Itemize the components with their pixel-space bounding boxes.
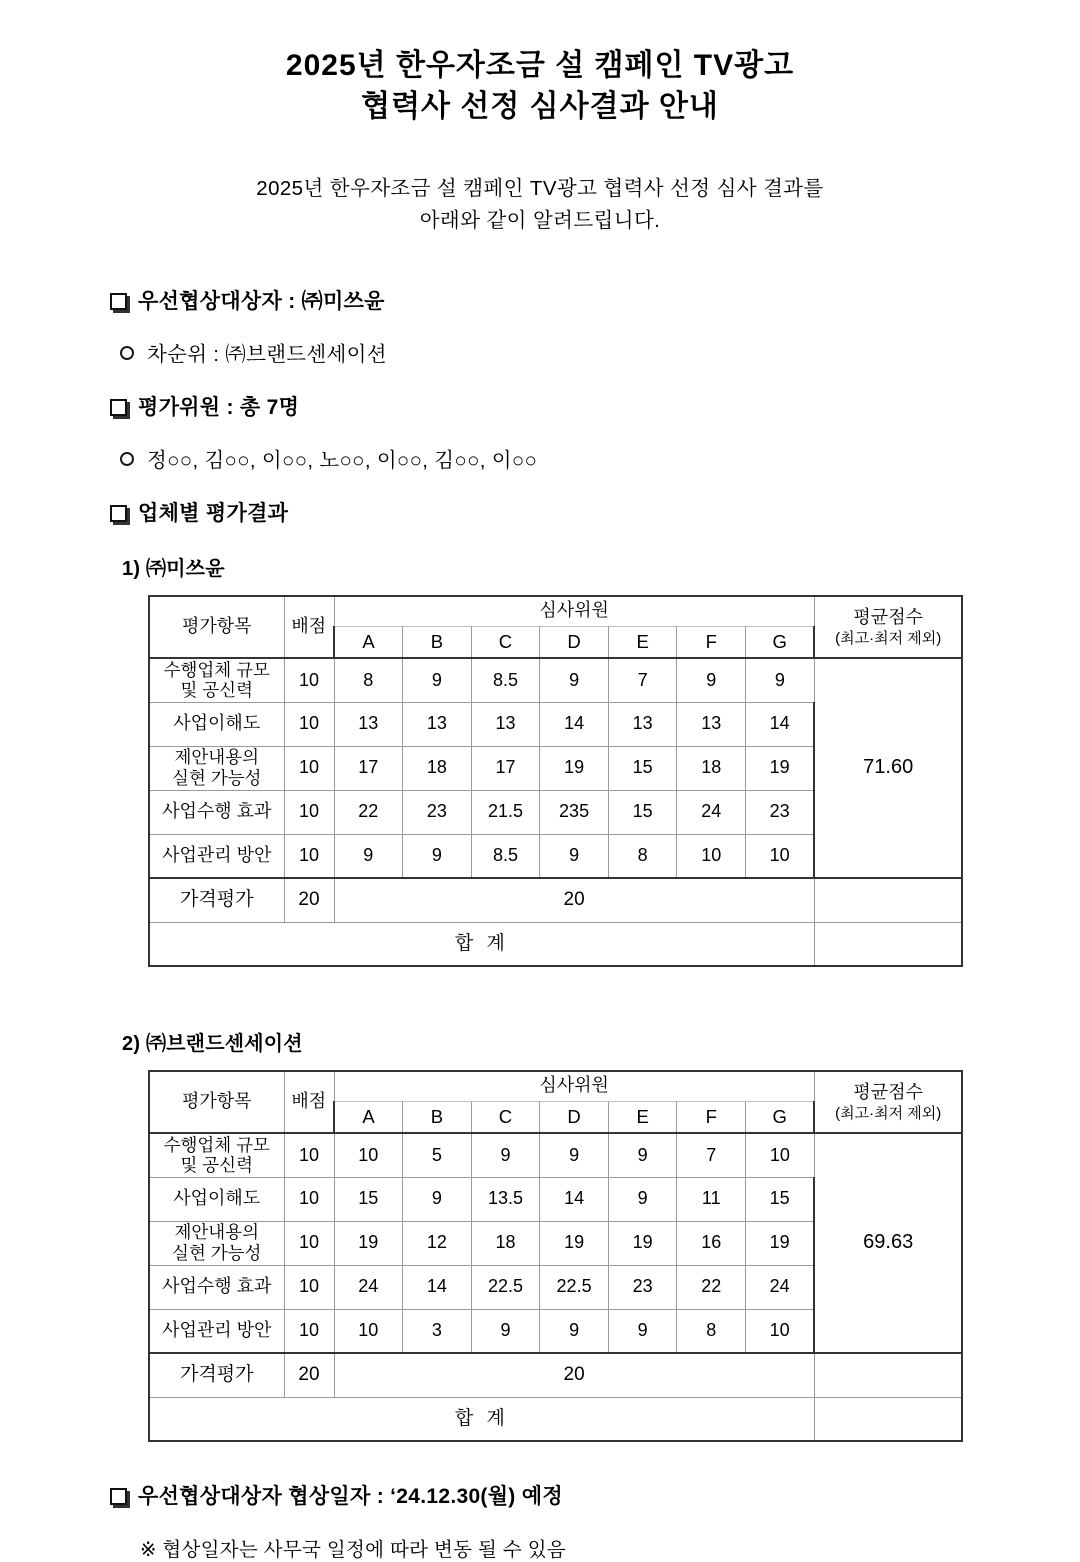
row-score-f: 7 — [677, 1133, 746, 1177]
row-score-e: 8 — [608, 834, 677, 878]
header-judges-group-label: 심사위원 — [539, 1074, 609, 1095]
row-score-c: 13 — [471, 702, 540, 746]
row-score-b: 12 — [403, 1221, 472, 1265]
row-score-g: 9 — [746, 658, 815, 702]
row-score-d: 19 — [540, 746, 609, 790]
header-judge-b: B — [403, 1101, 472, 1133]
row-score-e: 9 — [608, 1309, 677, 1353]
price-evaluation-row — [149, 878, 962, 922]
average-score-value: 69.63 — [814, 1133, 962, 1353]
row-item-line: 수행업체 규모 — [163, 659, 270, 680]
row-score-g: 24 — [746, 1265, 815, 1309]
row-points: 10 — [284, 658, 334, 702]
row-score-b: 5 — [403, 1133, 472, 1177]
company-name-1: ㈜미쓰윤 — [145, 558, 225, 580]
row-score-b: 14 — [403, 1265, 472, 1309]
row-item-label: 사업이해도 — [149, 702, 284, 746]
row-score-d: 19 — [540, 1221, 609, 1265]
company-name-2: ㈜브랜드센세이션 — [145, 1033, 303, 1055]
header-judge-b: B — [403, 626, 472, 658]
lead-line-1: 2025년 한우자조금 설 캠페인 TV광고 협력사 선정 심사 결과를 — [256, 177, 824, 200]
row-score-e: 15 — [608, 746, 677, 790]
row-score-a: 13 — [334, 702, 403, 746]
total-value — [814, 922, 962, 966]
row-score-g: 19 — [746, 746, 815, 790]
header-points: 배점 — [284, 596, 334, 658]
row-score-a: 10 — [334, 1309, 403, 1353]
price-value: 20 — [334, 878, 814, 922]
header-judges-group — [334, 596, 814, 626]
row-score-e: 23 — [608, 1265, 677, 1309]
price-average-blank — [814, 1353, 962, 1397]
row-score-g: 10 — [746, 1133, 815, 1177]
row-score-a: 10 — [334, 1133, 403, 1177]
square-bullet-icon — [110, 1488, 127, 1505]
page-title — [0, 0, 1080, 127]
row-score-f: 8 — [677, 1309, 746, 1353]
row-item-line: 제안내용의 — [174, 747, 260, 768]
row-score-f: 22 — [677, 1265, 746, 1309]
header-judge-c: C — [471, 1101, 540, 1133]
score-table-1 — [148, 595, 963, 967]
row-item-label: 사업수행 효과 — [149, 1265, 284, 1309]
row-item-line: 실현 가능성 — [172, 1243, 262, 1263]
row-score-f: 13 — [677, 702, 746, 746]
row-score-c: 21.5 — [471, 790, 540, 834]
row-points: 10 — [284, 834, 334, 878]
header-average — [814, 596, 962, 658]
row-score-d: 14 — [540, 1177, 609, 1221]
header-average-main: 평균점수 — [853, 1081, 923, 1102]
row-item-line: 제안내용의 — [174, 1222, 260, 1243]
square-bullet-icon — [110, 399, 127, 416]
row-score-b: 9 — [403, 658, 472, 702]
header-judge-a: A — [334, 626, 403, 658]
row-score-f: 16 — [677, 1221, 746, 1265]
row-points: 10 — [284, 1265, 334, 1309]
score-table-2 — [148, 1070, 963, 1442]
square-bullet-icon — [110, 505, 127, 522]
total-row — [149, 922, 962, 966]
row-points: 10 — [284, 1309, 334, 1353]
row-score-b: 9 — [403, 1177, 472, 1221]
row-points: 10 — [284, 746, 334, 790]
header-judge-c: C — [471, 626, 540, 658]
row-points: 10 — [284, 790, 334, 834]
score-table-wrapper-1 — [0, 595, 1080, 967]
header-judges-group-label: 심사위원 — [539, 599, 609, 620]
header-judge-g: G — [746, 1101, 815, 1133]
row-item-label — [149, 746, 284, 790]
company-index-1: 1) — [122, 558, 141, 580]
row-score-a: 22 — [334, 790, 403, 834]
header-judge-f: F — [677, 1101, 746, 1133]
row-score-a: 9 — [334, 834, 403, 878]
header-judge-g: G — [746, 626, 815, 658]
header-judge-a: A — [334, 1101, 403, 1133]
row-score-a: 8 — [334, 658, 403, 702]
row-score-e: 9 — [608, 1177, 677, 1221]
row-score-f: 18 — [677, 746, 746, 790]
row-score-b: 23 — [403, 790, 472, 834]
header-average-sub: (최고·최저 제외) — [835, 629, 942, 647]
header-item: 평가항목 — [149, 596, 284, 658]
header-judges-group — [334, 1071, 814, 1101]
sub-runner-up-label: 차순위 : ㈜브랜드센세이션 — [147, 343, 387, 366]
row-item-label — [149, 1221, 284, 1265]
row-score-b: 18 — [403, 746, 472, 790]
row-score-e: 19 — [608, 1221, 677, 1265]
row-points: 10 — [284, 1177, 334, 1221]
row-score-c: 13.5 — [471, 1177, 540, 1221]
price-evaluation-row — [149, 1353, 962, 1397]
price-points: 20 — [284, 878, 334, 922]
row-score-g: 23 — [746, 790, 815, 834]
section-preferred-bidder-label: 우선협상대상자 : ㈜미쓰윤 — [138, 290, 385, 313]
row-score-c: 22.5 — [471, 1265, 540, 1309]
row-item-line: 및 공신력 — [180, 680, 253, 701]
row-item-label: 사업관리 방안 — [149, 1309, 284, 1353]
row-points: 10 — [284, 702, 334, 746]
header-judge-e: E — [608, 626, 677, 658]
row-score-a: 24 — [334, 1265, 403, 1309]
row-score-g: 19 — [746, 1221, 815, 1265]
row-score-b: 13 — [403, 702, 472, 746]
header-points: 배점 — [284, 1071, 334, 1133]
section-committee-label: 평가위원 : 총 7명 — [138, 396, 300, 419]
row-score-b: 9 — [403, 834, 472, 878]
lead-line-2: 아래와 같이 알려드립니다. — [419, 209, 661, 232]
circle-bullet-icon — [120, 346, 134, 360]
average-score-value: 71.60 — [814, 658, 962, 878]
row-score-a: 19 — [334, 1221, 403, 1265]
row-score-d: 9 — [540, 1133, 609, 1177]
circle-bullet-icon — [120, 452, 134, 466]
row-score-e: 9 — [608, 1133, 677, 1177]
sub-committee-members-label: 정○○, 김○○, 이○○, 노○○, 이○○, 김○○, 이○○ — [147, 449, 538, 472]
table-header-row-top — [149, 1071, 962, 1101]
price-label: 가격평가 — [149, 1353, 284, 1397]
row-score-d: 14 — [540, 702, 609, 746]
square-bullet-icon — [110, 293, 127, 310]
section-preferred-bidder — [0, 285, 1080, 315]
table-row — [149, 1133, 962, 1177]
company-heading-2 — [0, 1027, 1080, 1056]
row-points: 10 — [284, 1221, 334, 1265]
row-score-f: 10 — [677, 834, 746, 878]
row-score-c: 9 — [471, 1309, 540, 1353]
row-score-c: 9 — [471, 1133, 540, 1177]
row-score-d: 22.5 — [540, 1265, 609, 1309]
sub-runner-up — [0, 337, 1080, 367]
table-header-row-top — [149, 596, 962, 626]
header-average — [814, 1071, 962, 1133]
row-score-g: 14 — [746, 702, 815, 746]
section-negotiation-date-label: 우선협상대상자 협상일자 : ‘24.12.30(월) 예정 — [138, 1485, 563, 1508]
row-item-line: 수행업체 규모 — [163, 1134, 270, 1155]
row-score-d: 9 — [540, 834, 609, 878]
total-row — [149, 1397, 962, 1441]
table-row — [149, 658, 962, 702]
row-score-g: 10 — [746, 1309, 815, 1353]
sub-committee-members — [0, 443, 1080, 473]
row-score-c: 17 — [471, 746, 540, 790]
row-score-c: 18 — [471, 1221, 540, 1265]
row-item-label: 사업이해도 — [149, 1177, 284, 1221]
score-table-wrapper-2 — [0, 1070, 1080, 1442]
row-score-d: 9 — [540, 1309, 609, 1353]
header-average-sub: (최고·최저 제외) — [835, 1104, 942, 1122]
lead-paragraph — [0, 127, 1080, 237]
row-item-label — [149, 658, 284, 702]
header-judge-e: E — [608, 1101, 677, 1133]
row-item-label — [149, 1133, 284, 1177]
row-score-a: 17 — [334, 746, 403, 790]
row-score-d: 9 — [540, 658, 609, 702]
total-value — [814, 1397, 962, 1441]
row-score-e: 13 — [608, 702, 677, 746]
row-score-f: 9 — [677, 658, 746, 702]
price-value: 20 — [334, 1353, 814, 1397]
row-item-line: 및 공신력 — [180, 1155, 253, 1176]
row-score-g: 10 — [746, 834, 815, 878]
row-score-c: 8.5 — [471, 834, 540, 878]
title-line-2: 협력사 선정 심사결과 안내 — [361, 90, 719, 123]
total-label: 합 계 — [149, 1397, 814, 1441]
price-label: 가격평가 — [149, 878, 284, 922]
row-score-g: 15 — [746, 1177, 815, 1221]
row-score-a: 15 — [334, 1177, 403, 1221]
section-results-label: 업체별 평가결과 — [138, 502, 289, 525]
company-index-2: 2) — [122, 1033, 141, 1055]
section-negotiation-date — [0, 1480, 1080, 1510]
price-average-blank — [814, 878, 962, 922]
row-score-e: 7 — [608, 658, 677, 702]
row-score-f: 24 — [677, 790, 746, 834]
row-score-f: 11 — [677, 1177, 746, 1221]
row-item-line: 실현 가능성 — [172, 768, 262, 788]
row-score-d: 235 — [540, 790, 609, 834]
header-judge-d: D — [540, 626, 609, 658]
negotiation-note: ※ 협상일자는 사무국 일정에 따라 변동 될 수 있음 — [140, 1539, 566, 1561]
price-points: 20 — [284, 1353, 334, 1397]
title-line-1: 2025년 한우자조금 설 캠페인 TV광고 — [285, 49, 795, 82]
row-score-b: 3 — [403, 1309, 472, 1353]
company-heading-1 — [0, 552, 1080, 581]
row-item-label: 사업관리 방안 — [149, 834, 284, 878]
header-judge-f: F — [677, 626, 746, 658]
header-judge-d: D — [540, 1101, 609, 1133]
row-item-label: 사업수행 효과 — [149, 790, 284, 834]
section-results — [0, 497, 1080, 527]
header-average-main: 평균점수 — [853, 606, 923, 627]
header-item: 평가항목 — [149, 1071, 284, 1133]
section-committee — [0, 391, 1080, 421]
row-score-c: 8.5 — [471, 658, 540, 702]
total-label: 합 계 — [149, 922, 814, 966]
row-points: 10 — [284, 1133, 334, 1177]
row-score-e: 15 — [608, 790, 677, 834]
